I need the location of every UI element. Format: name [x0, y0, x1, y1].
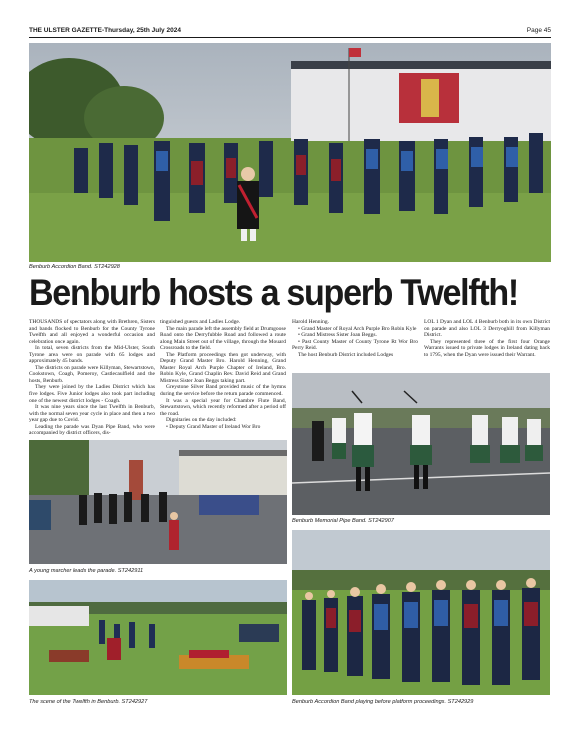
- paragraph: The main parade left the assembly field at Drumgoose Road onto the Derryfubble Road and followed a route along Main Street out of the village, through the Mouard Crossroads to the field.: [160, 325, 286, 352]
- photo-young-marcher: [29, 440, 287, 564]
- caption-accordion-platform: Benburb Accordion Band playing before platform proceedings. ST242929: [292, 699, 474, 705]
- photo-accordion-band: [29, 43, 551, 262]
- article-column-3: [292, 319, 418, 358]
- headline: Benburb hosts a superb Twelfth!: [29, 272, 518, 313]
- page-number: Page 45: [526, 27, 551, 34]
- paragraph: • Deputy Grand Master of Ireland Wor Bro: [166, 423, 261, 430]
- caption-pipe-band: Benburb Memorial Pipe Band. ST242907: [292, 518, 394, 524]
- paragraph: Harold Henning.: [292, 319, 329, 325]
- publication-line: THE ULSTER GAZETTE-Thursday, 25th July 2024: [29, 27, 181, 34]
- paragraph: • Past County Master of County Tyrone Rt Wor Bro Perry Reid.: [292, 338, 418, 352]
- paragraph: Leading the parade was Dyan Pipe Band, who were accompanied by district officers, dis-: [29, 423, 155, 437]
- paragraph: In total, seven districts from the Mid-Ulster, South Tyrone area were on parade with 65 lodges and approximately 45 bands.: [29, 345, 155, 365]
- paragraph: LOL 1 Dyan and LOL 4 Benburb both in its own District on parade and also LOL 3 Derryoghill from Killyman District.: [424, 319, 550, 339]
- article-column-1: [29, 319, 155, 437]
- paragraph: They represented three of the first four Orange Warrants issued to private lodges in Ireland dating back to 1795, when the Dyan were issued their Warrant.: [424, 338, 550, 358]
- paragraph: The Platform proceedings then got underway, with Deputy Grand Master Bro. Harold Henning, Grand Master Royal Arch Purple Chapter of Ireland, Bro. Robin Kyle, Grand Chaplin Rev. David Reid and Grand Mistress Sister Joan Beggs taking part.: [160, 351, 286, 384]
- paragraph: Dignitaries on the day included:: [166, 417, 237, 424]
- photo-twelfth-scene: [29, 580, 287, 695]
- paragraph: They were joined by the Ladies District which has five lodges. Five Junior lodges also took part including one of the newest district lodges - Coagh.: [29, 384, 155, 404]
- paragraph: tinguished guests and Ladies Lodge.: [160, 319, 241, 325]
- photo-accordion-platform: [292, 530, 550, 695]
- paragraph: The districts on parade were Killyman, Stewartstown, Cookstown, Coagh, Pomeroy, Castlecaulfield and the hosts, Benburb.: [29, 364, 155, 384]
- article-column-4: [424, 319, 550, 358]
- photo-young-marcher-image: [29, 440, 287, 564]
- photo-pipe-band-image: [292, 373, 550, 515]
- page-header: [29, 25, 551, 38]
- paragraph: THOUSANDS of spectators along with Brethren, Sisters and bands flocked to Benburb for the County Tyrone Twelfth and all enjoyed a wonderful occasion and celebration once again.: [29, 319, 155, 345]
- caption-young-marcher: A young marcher leads the parade. ST242911: [29, 568, 144, 574]
- paragraph: Greystone Silver Band provided music of the hymns during the service before the return parade commenced.: [160, 384, 286, 398]
- article-column-2: [160, 319, 286, 430]
- caption-accordion-band: Benburb Accordion Band. ST242928: [29, 264, 120, 270]
- photo-twelfth-scene-image: [29, 580, 287, 695]
- photo-accordion-platform-image: [292, 530, 550, 695]
- paragraph: It was a special year for Chambre Flute Band, Stewartstown, which recently reformed after a period off the road.: [160, 397, 286, 417]
- paragraph: The host Benburb District included Lodges: [298, 351, 394, 358]
- paragraph: • Grand Master of Royal Arch Purple Bro Robin Kyle: [298, 325, 417, 332]
- paragraph: • Grand Mistress Sister Joan Beggs.: [298, 332, 377, 339]
- photo-pipe-band: [292, 373, 550, 515]
- photo-accordion-band-image: [29, 43, 551, 262]
- caption-twelfth-scene: The scene of the Twelfth in Benburb. ST242927: [29, 699, 148, 705]
- paragraph: It was nine years since the last Twelfth in Benburb, with the normal seven year cycle in place and then a two year gap due to Covid.: [29, 404, 155, 424]
